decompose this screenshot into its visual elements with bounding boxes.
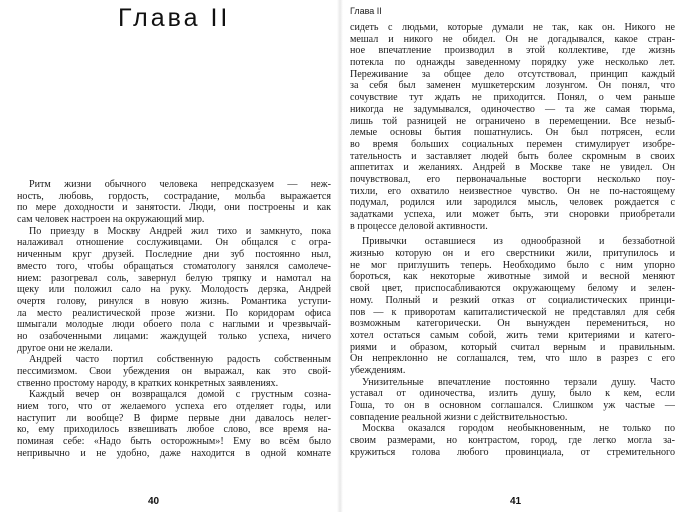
text-line: Андрей часто портил собственную радость собственным <box>29 354 331 366</box>
text-line: хотел остаться самым собой, жить теми критериями и катего- <box>350 329 675 341</box>
text-line: щеку или положил сало на руку. Молодость дерзка, Андрей <box>17 284 331 296</box>
text-line: ность, любовь, гордость, сострадание, мольба выражается <box>17 190 331 202</box>
text-line: тательность и заставляет людей быть более скромным в своих <box>350 150 675 162</box>
text-line: лишь той разницей не ограничено в перемещении. Все незыб- <box>350 115 675 127</box>
text-line: во время больших социальных перемен стимулирует изобре- <box>350 138 675 150</box>
text-line: в процессе деловой активности. <box>350 220 488 232</box>
text-line: совпадение реальной жизни с действительностью. <box>350 411 568 423</box>
text-line: ное впечатление производил в этой коллективе, где жизнь <box>350 45 675 57</box>
text-line: кружиться голова любого провинциала, от стремительного <box>350 446 675 458</box>
right-page-body <box>350 22 675 458</box>
text-line: очертя голову, ринулся в новую жизнь. Романтика уступи- <box>17 295 331 307</box>
left-page-body <box>17 179 331 460</box>
text-line: ному. Полный и резкий отказ от социалистических принци- <box>350 294 675 306</box>
text-line: сочувствие тут ждать не приходится. Понял, о чем раньше <box>350 92 675 104</box>
text-line: нием того, что от желаемого успеха его отделяет годы, или <box>17 401 331 413</box>
text-line: вместо того, чтобы обращаться стоматологу занялся самолече- <box>17 260 331 272</box>
text-line: Ритм жизни обычного человека непредсказуем — неж- <box>29 179 331 190</box>
running-head: Глава II <box>350 6 382 16</box>
right-page-number: 41 <box>510 496 522 507</box>
text-line: поминая себе: «Надо быть осторожным»! Ему во всём было <box>17 436 331 448</box>
text-line: Переживание за общее дело отсутствовал, принцип каждый <box>350 68 675 80</box>
text-line: почувствовал, его первоначальные восторги несколько поу- <box>350 173 675 185</box>
text-line: Привычки оставшиеся из однообразной и беззаботной <box>362 236 675 248</box>
text-line: Унизительные впечатление постоянно терзали душу. Часто <box>362 376 675 388</box>
text-line: жизнью которую он и его сверстники жили, притупилось и <box>350 248 675 260</box>
text-line: нием: разогревал соль, завернул белую тряпку и намотал на <box>17 272 331 284</box>
text-line: пов — к приворотам капиталистической не представлял для себя <box>350 306 675 318</box>
text-line: Каждый вечер он возвращался домой с грустным созна- <box>29 389 331 401</box>
text-line: непривычно и не удобно, даже находится в одной комнате <box>17 447 331 459</box>
text-line: ниченным круг друзей. Последние дни зуб постоянно ныл, <box>17 249 331 261</box>
text-line: другое они не желали. <box>17 342 113 354</box>
text-line: ко, ему приходилось взвешивать любое слово, все время на- <box>17 424 331 436</box>
text-line: По приезду в Москву Андрей жил тихо и замкнуто, пока <box>29 225 331 237</box>
text-line: Он непреклонно не соглашался, тем, что шло в разрез с его <box>350 353 675 365</box>
text-line: не мог приглушить теперь. Необходимо было с ним упорно <box>350 259 675 271</box>
text-line: за себя был заменен мушкетерским лозунгом. Он понял, что <box>350 80 675 92</box>
text-line: своим размерами, но контрастом, город, где легко могла за- <box>350 435 675 447</box>
text-line: Гоша, то он в основном соглашался. Слишком уж частые — <box>350 400 675 411</box>
text-line: ственно простому народу, в кратких конкретных заявлениях. <box>17 377 279 389</box>
text-line: задатками успеха, или может быть, эти сноровки приобретали <box>350 209 675 220</box>
text-line: но озабоченными лицами: жаждущей только успеха, ничего <box>17 330 331 342</box>
text-line: наступит ли вообще? В фирме первые дни давалось нелег- <box>17 412 331 424</box>
text-line: бороться, как некоторые животные зимой и весной меняют <box>350 271 675 283</box>
left-page-number: 40 <box>148 496 160 507</box>
text-line: пессимизмом. Свои убеждения он выражал, как это свой- <box>17 366 331 377</box>
text-line: риями и образом, который считал верным и правильным. <box>350 341 675 353</box>
text-line: аппетитах и желаниях. Андрей в Москве таке не увидел. Он <box>350 162 675 174</box>
text-line: мешал и никого не обидел. Он не догадывался, какое стран- <box>350 33 675 45</box>
text-line: Москва оказался городом необыкновенным, не только по <box>362 423 675 435</box>
text-line: убеждениям. <box>350 364 406 376</box>
text-line: свой цвет, приспосабливаются окружающему белому и зелен- <box>350 283 675 295</box>
text-line: потекла по однажды заведенному порядку уже несколько лет. <box>350 57 675 69</box>
text-line: лемые основы бытия пошатнулись. Он был потрясен, если <box>350 127 675 139</box>
text-line: шмыгали молодые люди обоего пола с наглыми и чрезвычай- <box>17 319 331 331</box>
text-line: ла место реалистической прозе жизни. По коридорам офиса <box>17 307 331 319</box>
text-line: возможным категорически. Он вынужден перемениться, но <box>350 318 675 330</box>
text-line: тихли, его охватило неизвестное чувство. Он не по-настоящему <box>350 185 675 197</box>
chapter-title: Глава II <box>118 4 231 32</box>
text-line: по мере доходности и занятости. Люди, они построены и как <box>17 202 331 214</box>
text-line: уставал от одиночества, излить душу, было к кем, если <box>350 388 675 400</box>
text-line: налаживал отношение сослуживцами. Он общался с огра- <box>17 237 331 249</box>
text-line: никогда не задумывался, одиночество — та же самая тюрьма, <box>350 103 675 115</box>
text-line: сидеть с людьми, которые думали не так, как он. Никого не <box>350 22 675 33</box>
text-line: сам человек настроен на окружающий мир. <box>17 214 205 226</box>
text-line: подумал, родился или зародился мысль, человек рождается с <box>350 197 675 209</box>
right-page <box>340 0 680 512</box>
